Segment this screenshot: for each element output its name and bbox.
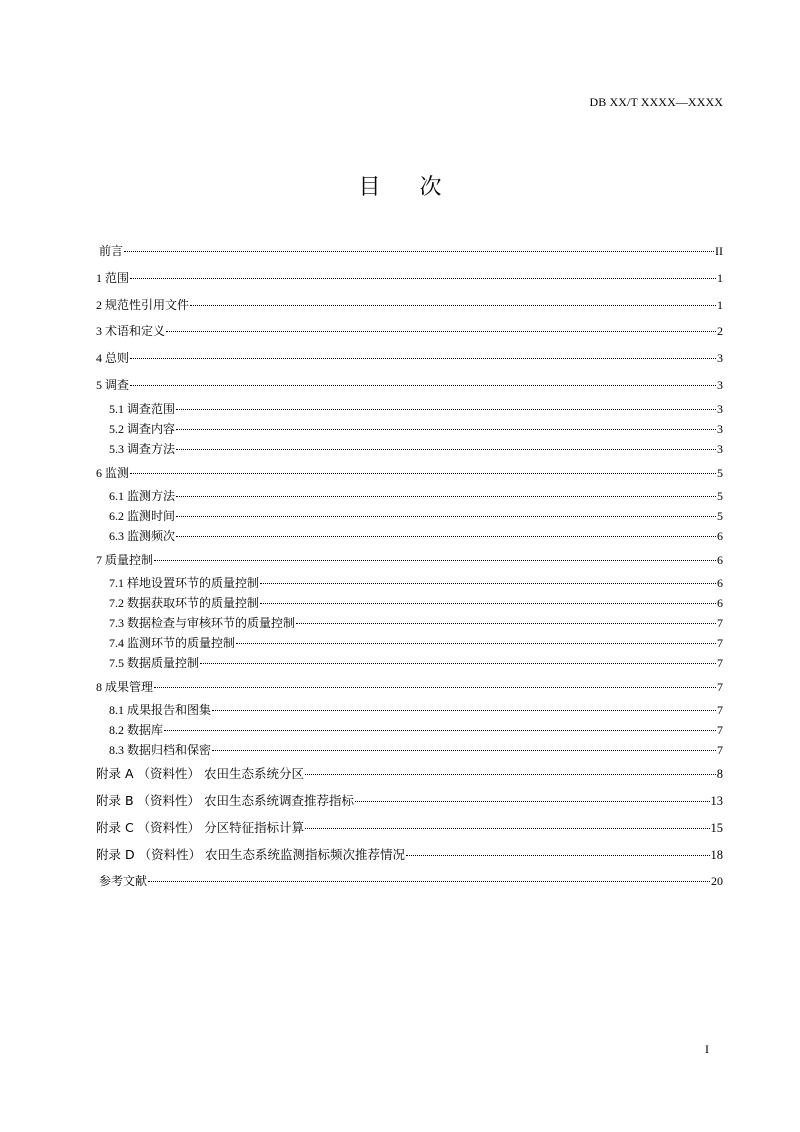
toc-entry-label: 调查方法 xyxy=(127,442,176,456)
toc-page-number: 7 xyxy=(717,656,723,670)
toc-page-number: 6 xyxy=(717,596,723,610)
toc-entry-label: 质量控制 xyxy=(105,553,154,567)
toc-entry-label: 数据归档和保密 xyxy=(127,743,212,757)
toc-leader xyxy=(260,603,716,604)
toc-entry-7-4[interactable]: 7.4 监测环节的质量控制 7 xyxy=(109,636,723,650)
toc-page-number: 3 xyxy=(717,378,723,392)
toc-entry-5-3[interactable]: 5.3 调查方法 3 xyxy=(109,442,723,456)
toc-entry-8-1[interactable]: 8.1 成果报告和图集 7 xyxy=(109,703,723,717)
toc-entry-label: 调查范围 xyxy=(127,402,176,416)
toc-page-number: 15 xyxy=(710,821,723,835)
toc-leader xyxy=(305,774,716,775)
toc-entry-6-2[interactable]: 6.2 监测时间 5 xyxy=(109,509,723,523)
toc-page-number: 20 xyxy=(711,874,723,888)
toc-entry-5-2[interactable]: 5.2 调查内容 3 xyxy=(109,422,723,436)
toc-leader xyxy=(164,730,716,731)
toc-page-number: 7 xyxy=(717,616,723,630)
toc-page-number: 1 xyxy=(717,298,723,312)
toc-entry-8-3[interactable]: 8.3 数据归档和保密 7 xyxy=(109,743,723,757)
toc-entry-6-3[interactable]: 6.3 监测频次 6 xyxy=(109,529,723,543)
toc-page-number: 7 xyxy=(717,743,723,757)
toc-entry-label: 样地设置环节的质量控制 xyxy=(127,576,260,590)
toc-leader xyxy=(176,449,716,450)
toc-leader xyxy=(154,560,716,561)
toc-entry-annex-d[interactable] xyxy=(96,847,723,863)
toc-leader xyxy=(130,473,716,474)
toc-entry-8[interactable]: 8 成果管理 7 xyxy=(96,680,723,694)
toc-entry-label: 监测时间 xyxy=(127,509,176,523)
toc-page-number: 3 xyxy=(717,402,723,416)
toc-leader xyxy=(305,828,709,829)
toc-entry-label: 附录 B （资料性） 农田生态系统调查推荐指标 xyxy=(96,793,354,808)
toc-entry-label: 数据质量控制 xyxy=(127,656,200,670)
toc-leader xyxy=(148,881,710,882)
toc-entry-2[interactable]: 2 规范性引用文件 1 xyxy=(96,298,723,312)
toc-entry-label: 成果管理 xyxy=(105,680,154,694)
toc-entry-4[interactable]: 4 总则 3 xyxy=(96,351,723,365)
toc-entry-label: 术语和定义 xyxy=(105,324,166,338)
toc-leader xyxy=(236,643,716,644)
toc-entry-label: 前言 xyxy=(99,244,124,258)
toc-entry-7[interactable]: 7 质量控制 6 xyxy=(96,553,723,567)
toc-leader xyxy=(190,305,716,306)
toc-entry-1[interactable]: 1 范围 1 xyxy=(96,271,723,285)
toc-entry-7-2[interactable]: 7.2 数据获取环节的质量控制 6 xyxy=(109,596,723,610)
toc-leader xyxy=(130,278,716,279)
toc-entry-5-1[interactable]: 5.1 调查范围 3 xyxy=(109,402,723,416)
toc-entry-annex-b[interactable] xyxy=(96,793,723,809)
toc-page-number: 3 xyxy=(717,351,723,365)
toc-leader xyxy=(200,663,716,664)
toc-entry-8-2[interactable]: 8.2 数据库 7 xyxy=(109,723,723,737)
toc-page-number: 13 xyxy=(710,794,723,808)
toc-entry-label: 调查内容 xyxy=(127,422,176,436)
toc-entry-label: 总则 xyxy=(105,351,130,365)
toc-entry-5[interactable]: 5 调查 3 xyxy=(96,378,723,392)
toc-page-number: 3 xyxy=(717,442,723,456)
toc-entry-label: 附录 C （资料性） 分区特征指标计算 xyxy=(96,820,305,835)
toc-leader xyxy=(260,583,716,584)
toc-leader xyxy=(176,496,716,497)
toc-page-number: 1 xyxy=(717,271,723,285)
toc-page-number: 7 xyxy=(717,636,723,650)
toc-leader xyxy=(176,536,716,537)
toc-entry-label: 附录 D （资料性） 农田生态系统监测指标频次推荐情况 xyxy=(96,847,406,862)
toc-leader xyxy=(212,750,716,751)
toc-page-number: 6 xyxy=(717,576,723,590)
toc-entry-7-5[interactable]: 7.5 数据质量控制 7 xyxy=(109,656,723,670)
toc-entry-label: 数据检查与审核环节的质量控制 xyxy=(127,616,296,630)
toc-entry-label: 规范性引用文件 xyxy=(105,298,190,312)
toc-entry-3[interactable]: 3 术语和定义 2 xyxy=(96,324,723,338)
toc-entry-label: 范围 xyxy=(105,271,130,285)
toc-page-number: 8 xyxy=(716,767,723,781)
toc-leader xyxy=(124,251,714,252)
toc-title: 目 次 xyxy=(358,175,458,200)
toc-entry-annex-c[interactable] xyxy=(96,820,723,836)
toc-entry-label: 监测环节的质量控制 xyxy=(127,636,236,650)
toc-entry-label: 监测频次 xyxy=(127,529,176,543)
toc-leader xyxy=(355,801,710,802)
toc-page-number: 3 xyxy=(717,422,723,436)
toc-entry-6[interactable]: 6 监测 5 xyxy=(96,466,723,480)
toc-leader xyxy=(130,385,716,386)
toc-entry-references[interactable] xyxy=(96,873,723,889)
toc-page-number: 5 xyxy=(717,489,723,503)
toc-leader xyxy=(176,516,716,517)
toc-entry-label: 调查 xyxy=(105,378,130,392)
toc-page-number: 2 xyxy=(717,324,723,338)
toc-entry-foreword[interactable] xyxy=(96,243,723,259)
toc-leader xyxy=(406,855,709,856)
toc-page-number: II xyxy=(715,244,723,258)
toc-entry-6-1[interactable]: 6.1 监测方法 5 xyxy=(109,489,723,503)
toc-page-number: 6 xyxy=(717,529,723,543)
toc-leader xyxy=(176,429,716,430)
toc-entry-label: 成果报告和图集 xyxy=(127,703,212,717)
toc-leader xyxy=(176,409,716,410)
standard-code: DB XX/T XXXX—XXXX xyxy=(589,95,723,109)
toc-entry-label: 数据库 xyxy=(127,723,164,737)
toc-entry-label: 参考文献 xyxy=(99,874,148,888)
toc-leader xyxy=(154,687,716,688)
toc-page-number: 7 xyxy=(717,703,723,717)
toc-entry-7-3[interactable]: 7.3 数据检查与审核环节的质量控制 7 xyxy=(109,616,723,630)
toc-page-number: 18 xyxy=(710,848,723,862)
toc-entry-7-1[interactable]: 7.1 样地设置环节的质量控制 6 xyxy=(109,576,723,590)
toc-entry-label: 数据获取环节的质量控制 xyxy=(127,596,260,610)
toc-page-number: 7 xyxy=(717,680,723,694)
toc-leader xyxy=(130,358,716,359)
toc-page-number: 7 xyxy=(717,723,723,737)
toc-entry-label: 附录 A （资料性） 农田生态系统分区 xyxy=(96,766,304,781)
toc-entry-label: 监测方法 xyxy=(127,489,176,503)
toc-page-number: 5 xyxy=(717,466,723,480)
toc-entry-annex-a[interactable] xyxy=(96,766,723,782)
toc-page-number: 5 xyxy=(717,509,723,523)
toc-page-number: 6 xyxy=(717,553,723,567)
toc-entry-label: 监测 xyxy=(105,466,130,480)
toc-leader xyxy=(296,623,716,624)
toc-leader xyxy=(166,331,716,332)
toc-leader xyxy=(212,710,716,711)
page-number: I xyxy=(705,1042,709,1056)
